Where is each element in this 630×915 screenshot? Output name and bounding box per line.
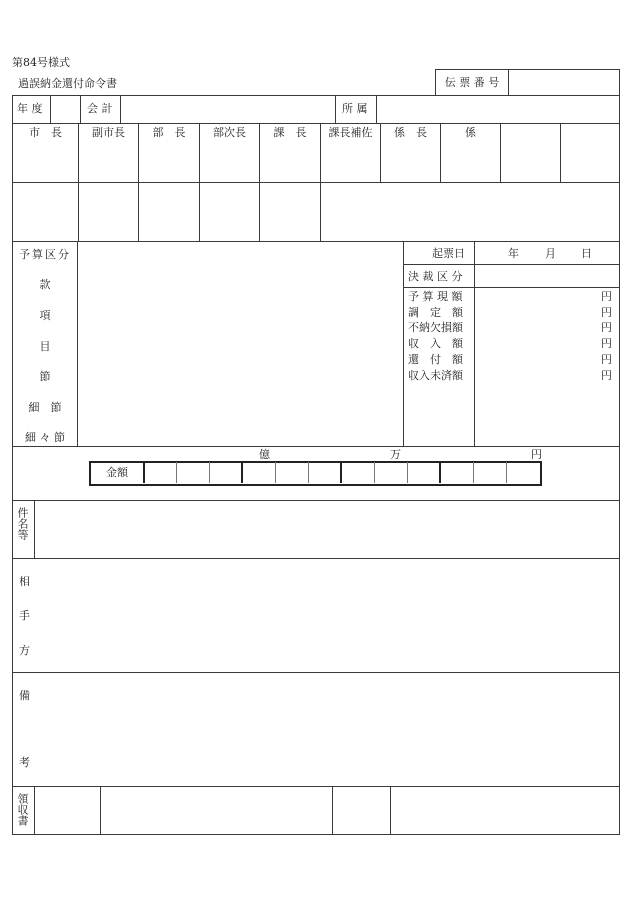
remarks-char-2: 考 (19, 756, 30, 769)
approver-deputy-mayor: 副市長 (92, 126, 125, 139)
form-title: 過誤納金還付命令書 (18, 77, 117, 90)
decision-category-label: 決 裁 区 分 (408, 270, 463, 283)
amount-item-outstanding: 収入未済額 (408, 369, 463, 382)
approver-section-chief: 課 長 (273, 126, 307, 139)
budget-clause-label: 節 (39, 370, 51, 383)
fiscal-year-label: 年 度 (17, 102, 43, 115)
issue-date-label: 起票日 (432, 247, 465, 260)
accounting-label: 会 計 (87, 102, 113, 115)
budget-item-label: 項 (39, 309, 51, 322)
receipt-label: 領収書 (16, 793, 29, 826)
digit-unit-en: 円 (531, 448, 542, 461)
date-month-unit: 月 (545, 247, 556, 260)
amount-item-received: 収 入 額 (408, 337, 463, 350)
budget-subclause-label: 細 節 (28, 401, 62, 414)
subject-label: 件名等 (16, 507, 29, 540)
remarks-char-1: 備 (19, 689, 30, 702)
yen-unit: 円 (601, 306, 612, 319)
date-year-unit: 年 (508, 247, 519, 260)
slip-number-value[interactable] (512, 77, 616, 91)
approver-director: 部 長 (152, 126, 186, 139)
yen-unit: 円 (601, 353, 612, 366)
approver-deputy-director: 部次長 (213, 126, 246, 139)
counterparty-char-2: 手 (19, 609, 30, 622)
counterparty-char-3: 方 (19, 644, 30, 657)
digit-unit-man: 万 (390, 448, 401, 461)
approver-subsection-chief: 係 長 (394, 126, 427, 139)
yen-unit: 円 (601, 321, 612, 334)
amount-label: 金額 (106, 466, 128, 479)
digit-unit-oku: 億 (259, 448, 270, 461)
form-number: 第84号様式 (12, 56, 70, 69)
approver-assistant-chief: 課長補佐 (328, 126, 373, 139)
approver-staff: 係 (465, 126, 476, 139)
amount-item-assessed: 調 定 額 (408, 306, 463, 319)
department-label: 所 属 (342, 102, 368, 115)
budget-category-label: 予算区分 (19, 248, 71, 261)
amount-item-deficit: 不納欠損額 (408, 321, 463, 334)
amount-item-refund: 還 付 額 (408, 353, 463, 366)
approver-mayor: 市 長 (29, 126, 62, 139)
yen-unit: 円 (601, 337, 612, 350)
slip-number-label: 伝 票 番 号 (444, 76, 500, 89)
date-day-unit: 日 (581, 247, 592, 260)
yen-unit: 円 (601, 369, 612, 382)
amount-item-budget: 予 算 現 額 (408, 290, 463, 303)
yen-unit: 円 (601, 290, 612, 303)
budget-subsubclause-label: 細 々 節 (25, 431, 65, 444)
budget-section-label: 款 (39, 278, 51, 291)
budget-subitem-label: 目 (39, 340, 51, 353)
counterparty-char-1: 相 (19, 575, 30, 588)
